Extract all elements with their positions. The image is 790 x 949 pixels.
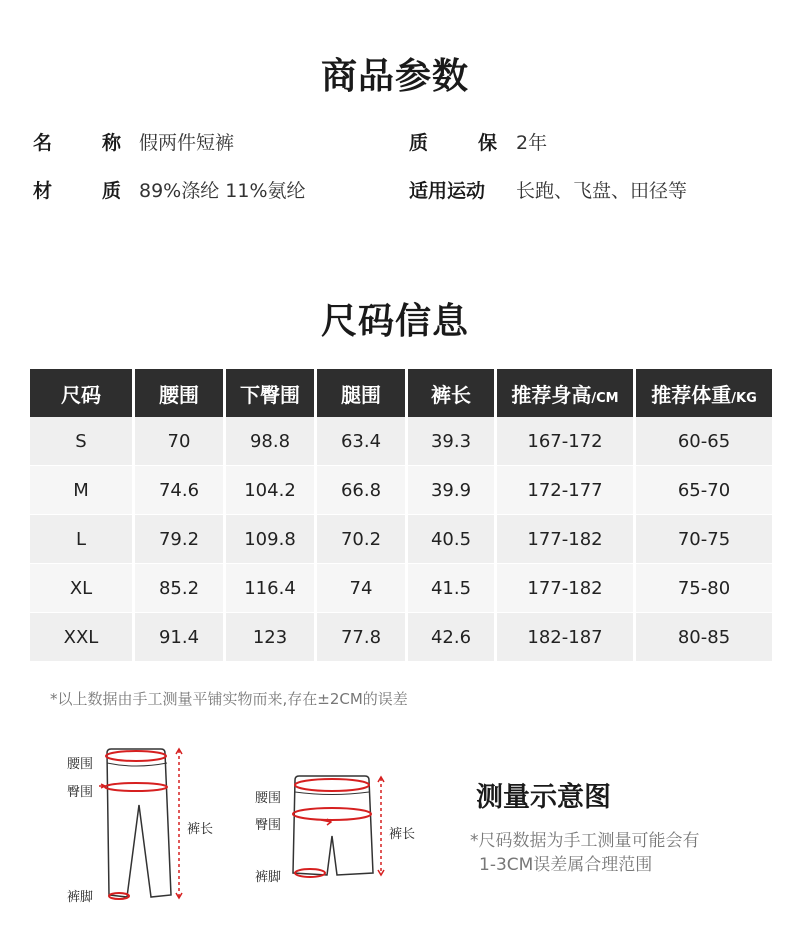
cell-size: XL [30, 564, 132, 613]
size-table [27, 369, 775, 662]
cell-hip: 109.8 [226, 515, 314, 564]
cell-hip: 98.8 [226, 417, 314, 466]
label-char: 保 [477, 132, 497, 154]
label-char: 名 [33, 132, 53, 154]
long-pants-illustration [95, 745, 190, 905]
cell-waist: 79.2 [135, 515, 223, 564]
header-hip: 下臀围 [226, 369, 314, 417]
header-waist: 腰围 [135, 369, 223, 417]
header-weight [636, 369, 772, 417]
header-size: 尺码 [30, 369, 132, 417]
table-row [30, 613, 772, 662]
table-row [30, 466, 772, 515]
cell-height: 177-182 [497, 515, 633, 564]
label-char: 材 [33, 180, 53, 202]
cell-waist: 70 [135, 417, 223, 466]
cell-thigh: 66.8 [317, 466, 405, 515]
label-char: 称 [101, 132, 121, 154]
measure-note-line2: 1-3CM误差属合理范围 [479, 855, 653, 875]
cell-weight: 60-65 [636, 417, 772, 466]
size-table-header [30, 369, 772, 417]
long-pants-outline [107, 749, 171, 897]
header-length: 裤长 [408, 369, 494, 417]
cell-hip: 123 [226, 613, 314, 662]
cell-thigh: 63.4 [317, 417, 405, 466]
pants-hip-label: 臀围 [67, 785, 94, 800]
cell-waist: 85.2 [135, 564, 223, 613]
cell-weight: 70-75 [636, 515, 772, 564]
cell-size: XXL [30, 613, 132, 662]
param-value-warranty: 2年 [516, 132, 548, 154]
cell-length: 41.5 [408, 564, 494, 613]
pants-waist-label: 腰围 [67, 757, 94, 772]
param-label-name [33, 131, 121, 155]
pants-hem-label: 裤脚 [67, 890, 94, 905]
cell-length: 39.9 [408, 466, 494, 515]
cell-length: 40.5 [408, 515, 494, 564]
shorts-waist-label: 腰围 [255, 791, 282, 806]
table-row [30, 564, 772, 613]
measure-note-line1: *尺码数据为手工测量可能会有 [470, 831, 700, 851]
table-row [30, 515, 772, 564]
label-char: 质 [409, 132, 429, 154]
label-char: 质 [101, 180, 121, 202]
shorts-hem-label: 裤脚 [255, 870, 282, 885]
cell-size: M [30, 466, 132, 515]
section-title-params: 商品参数 [320, 56, 469, 97]
cell-size: L [30, 515, 132, 564]
cell-size: S [30, 417, 132, 466]
header-height [497, 369, 633, 417]
param-label-warranty [409, 131, 497, 155]
cell-hip: 104.2 [226, 466, 314, 515]
measure-title: 测量示意图 [476, 782, 611, 813]
header-weight-unit: /KG [731, 390, 757, 406]
cell-thigh: 70.2 [317, 515, 405, 564]
table-row [30, 417, 772, 466]
param-value-sport: 长跑、飞盘、田径等 [516, 180, 688, 202]
cell-weight: 80-85 [636, 613, 772, 662]
cell-thigh: 77.8 [317, 613, 405, 662]
cell-thigh: 74 [317, 564, 405, 613]
header-thigh: 腿围 [317, 369, 405, 417]
cell-height: 177-182 [497, 564, 633, 613]
cell-hip: 116.4 [226, 564, 314, 613]
pants-length-label: 裤长 [187, 822, 214, 837]
header-weight-label: 推荐体重 [651, 382, 732, 407]
section-title-size: 尺码信息 [320, 301, 469, 342]
size-note: *以上数据由手工测量平铺实物而来,存在±2CM的误差 [50, 690, 408, 708]
param-value-material: 89%涤纶 11%氨纶 [139, 180, 306, 202]
cell-height: 167-172 [497, 417, 633, 466]
cell-height: 172-177 [497, 466, 633, 515]
cell-waist: 74.6 [135, 466, 223, 515]
header-height-label: 推荐身高 [511, 382, 592, 407]
cell-height: 182-187 [497, 613, 633, 662]
cell-length: 39.3 [408, 417, 494, 466]
param-label-sport: 适用运动 [409, 180, 486, 202]
cell-weight: 75-80 [636, 564, 772, 613]
cell-weight: 65-70 [636, 466, 772, 515]
cell-length: 42.6 [408, 613, 494, 662]
param-value-name: 假两件短裤 [139, 132, 235, 154]
header-height-unit: /CM [591, 390, 619, 406]
cell-waist: 91.4 [135, 613, 223, 662]
param-label-material [33, 179, 121, 203]
shorts-length-label: 裤长 [389, 827, 416, 842]
shorts-hip-label: 臀围 [255, 818, 282, 833]
shorts-illustration [285, 770, 385, 885]
